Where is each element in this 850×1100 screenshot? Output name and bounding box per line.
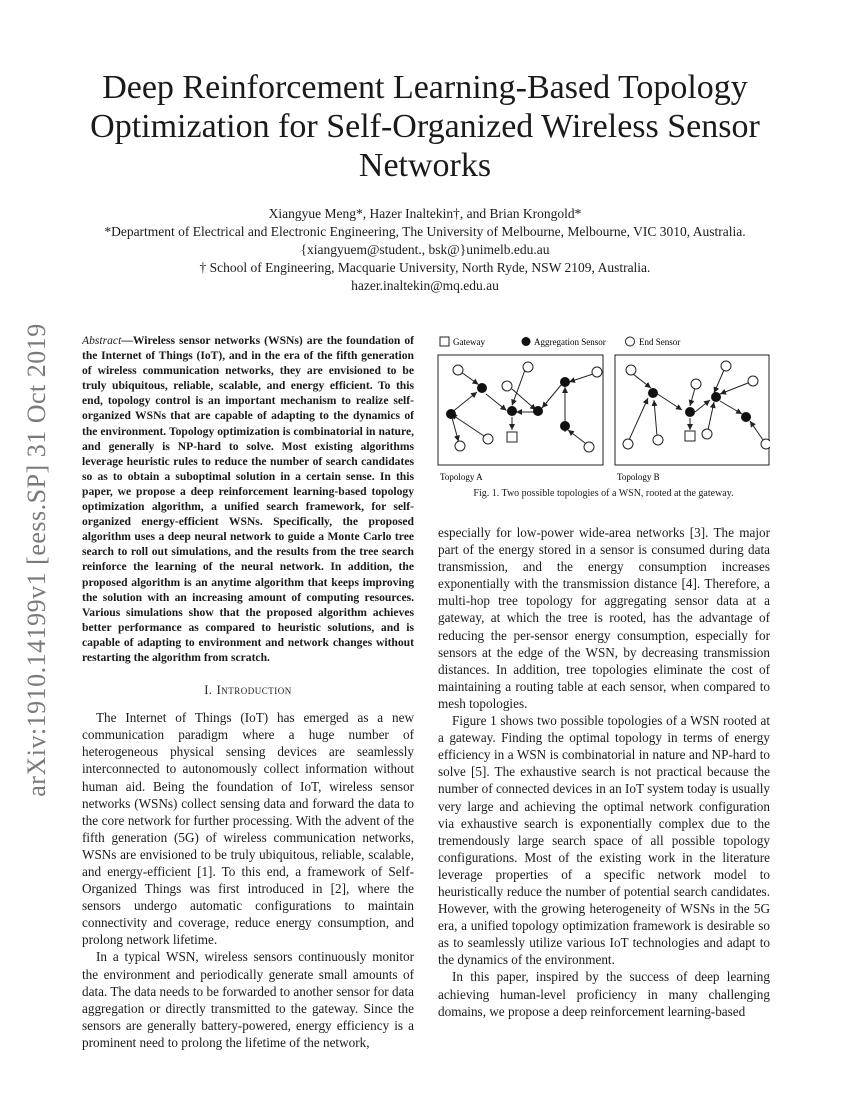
intro-paragraph-2: In a typical WSN, wireless sensors continuously monitor the environment and periodically generate small amounts of data. The data needs to be forwarded to another sensor for data aggregation or directly transmitted to the gateway. Since the sensors are generally battery-powered, energy efficiency is a prominent need to prolong the lifetime of the network,: [82, 949, 414, 1050]
abstract: [82, 333, 414, 665]
topology-a-gateway: [507, 432, 517, 442]
figure-caption: Fig. 1. Two possible topologies of a WSN, rooted at the gateway.: [473, 488, 734, 499]
legend-end-label: End Sensor: [639, 337, 681, 347]
intro-paragraph-1: The Internet of Things (IoT) has emerged as a new communication paradigm where a huge number of heterogeneous physical sensing devices are seamlessly interconnected to autonomously collect information without human aid. Being the foundation of IoT, wireless sensor networks (WSNs) collect sensing data and forward the data to the core network for further processing. With the advent of the fifth generation (5G) of wireless communication networks, WSNs are envisioned to be truly ubiquitous, reliable, scalable, and energy-efficient [1]. To this end, a framework of Self-Organized Things was first introduced in [2], where the sensors undergo automatic configurations to maintain connectivity and coverage, reduce energy consumption, and prolong network lifetime.: [82, 710, 414, 948]
section-heading-introduction: [82, 682, 414, 699]
right-paragraph-3: In this paper, inspired by the success of deep learning achieving human-level proficiency in many challenging domains, we propose a deep reinforcement learning-based: [438, 969, 770, 1019]
author-names: Xiangyue Meng*, Hazer Inaltekin†, and Brian Krongold*: [268, 206, 582, 221]
paper-title: Deep Reinforcement Learning-Based Topology Optimization for Self-Organized Wireless Sensor Networks: [90, 69, 760, 184]
gateway-legend-icon: [440, 337, 449, 346]
topology-a-edges: [451, 370, 593, 443]
topology-b-label: Topology B: [617, 472, 660, 482]
abstract-text: —Wireless sensor networks (WSNs) are the foundation of the Internet of Things (IoT), and in the era of the fifth generation of wireless communication networks, they are envisioned to be truly ubiquitous, reliable, scalable, and energy efficient. To this end, topology control is an important mechanism to realize self-organized WSNs that are capable of adapting to the dynamics of the environment. Topology optimization is combinatorial in nature, and generally is NP-hard to solve. Most existing algorithms leverage heuristic rules to reduce the number of search candidates so as to obtain a suboptimal solution in a certain sense. In this paper, we propose a deep reinforcement learning-based topology optimization algorithm, a unified search framework, for self-organized energy-efficient WSNs. Specifically, the proposed algorithm uses a deep neural network to guide a Monte Carlo tree search to roll out simulations, and the results from the tree search reinforce the learning of the neural network. In addition, the proposed algorithm is an anytime algorithm that keeps improving the solution with an increasing amount of computing resources. Various simulations show that the proposed algorithm achieves better performance as compared to heuristic solutions, and is capable of adapting to environment and network changes without restarting the algorithm from scratch.: [82, 334, 414, 664]
author-block: [60, 205, 790, 295]
abstract-lead: Abstract: [82, 334, 122, 347]
right-column: [438, 524, 770, 1020]
arxiv-id-text: arXiv:1910.14199v1 [eess.SP] 31 Oct 2019: [22, 323, 51, 797]
right-paragraph-1: especially for low-power wide-area networks [3]. The major part of the energy stored in a sensor is consumed during data transmission, and the energy consumption increases exponentially with the transmission distance [4]. Therefore, a multi-hop tree topology for aggregating sensor data at a gateway, at which the tree is rooted, has the advantage of reducing the per-sensor energy consumption, especially for sensors at the edge of the WSN, by decreasing transmission distances. In addition, tree topologies eliminate the cost of maintaining a routing table at each sensor, when compared to mesh topologies.: [438, 525, 770, 711]
affiliation-melbourne: *Department of Electrical and Electronic Engineering, The University of Melbourne, Melbourne, VIC 3010, Australia.: [104, 224, 746, 239]
topology-a-label: Topology A: [440, 472, 483, 482]
right-paragraph-2: Figure 1 shows two possible topologies of a WSN rooted at a gateway. Finding the optimal topology in terms of energy efficiency in a WSN is combinatorial in nature and NP-hard to solve [5]. The exhaustive search is not practical because the number of connected devices in an IoT system today is usually very large and achieving the optimal network configuration via exhaustive search is exponentially complex due to the tremendously large search space of all possible topology configurations. Most of the existing work in the literature leverage properties of a specific network model to heuristically reduce the number of potential search candidates. However, with the growing heterogeneity of WSNs in the 5G era, a unified topology optimization framework is desirable so as to seamlessly utilize various IoT technologies and adapt to the dynamics of the environment.: [438, 713, 770, 968]
email-macquarie: hazer.inaltekin@mq.edu.au: [351, 278, 499, 293]
figure-1: [437, 330, 770, 505]
legend-aggregation-label: Aggregation Sensor: [534, 337, 606, 347]
aggregation-legend-icon: [522, 337, 531, 346]
topology-diagram: [437, 330, 770, 485]
section-title: Introduction: [216, 683, 292, 698]
end-sensor-legend-icon: [626, 337, 635, 346]
section-number: I.: [204, 683, 213, 698]
affiliation-macquarie: † School of Engineering, Macquarie University, North Ryde, NSW 2109, Australia.: [199, 260, 651, 275]
legend-gateway-label: Gateway: [453, 337, 485, 347]
left-column: [82, 333, 414, 1051]
email-melbourne: {xiangyuem@student., bsk@}unimelb.edu.au: [300, 242, 550, 257]
topology-b-gateway: [685, 431, 695, 441]
